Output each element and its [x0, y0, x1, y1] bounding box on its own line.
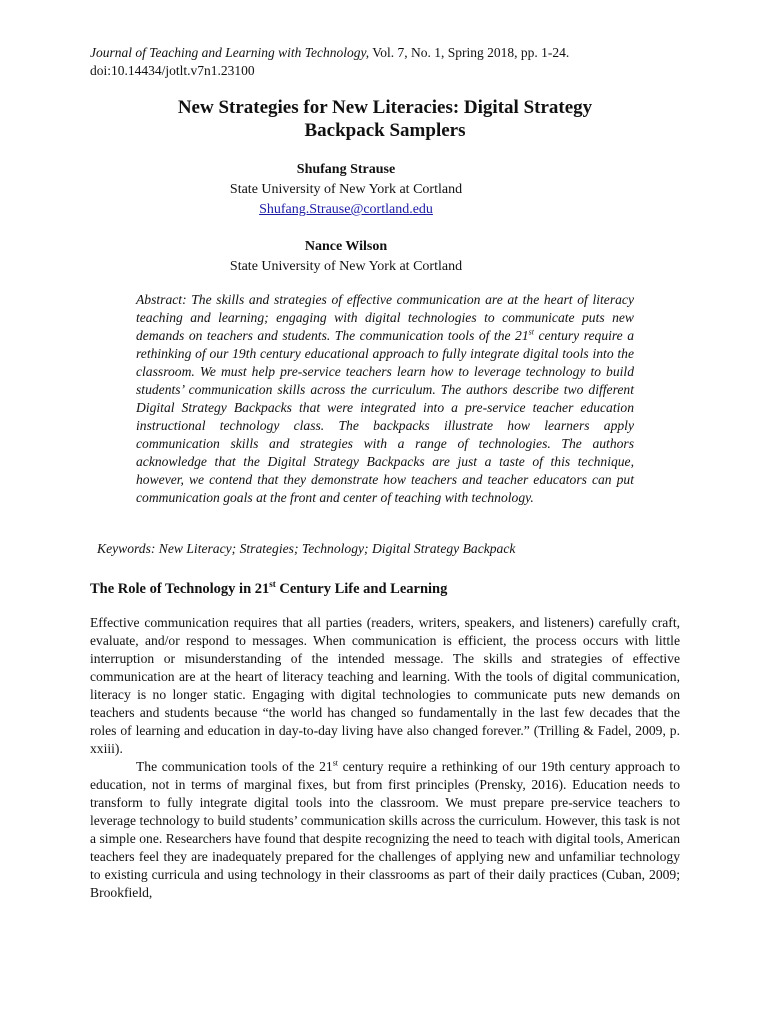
keywords: Keywords: New Literacy; Strategies; Technology; Digital Strategy Backpack [97, 541, 516, 556]
abstract-text: Abstract: The skills and strategies of effective communication are at the heart of literacy teaching and learning; engaging with digital technologies to communicate puts new demands on teachers and students. The communication tools of the 21 [136, 292, 634, 343]
author-name: Shufang Strause [296, 162, 396, 177]
author-affiliation: State University of New York at Cortland [229, 259, 463, 274]
heading-superscript: st [269, 579, 276, 590]
author-name: Nance Wilson [304, 239, 388, 254]
paragraph-1: Effective communication requires that all parties (readers, writers, speakers, and listeners) carefully craft, evaluate, and/or respond to messages. When communication is efficient, the process occurs with little interruption or misunderstanding of the intended message. The skills and strategies of effective communication are at the heart of literacy teaching and learning. With the tools of digital communication, literacy is no longer static. Engaging with digital technologies to communicate puts new demands on teachers and students because “the world has changed so fundamentally in the last few decades that the roles of learning and education in day-to-day living have also changed forever.” (Trilling & Fadel, 2009, p. xxiii). [90, 615, 680, 756]
journal-volume: Vol. 7, No. 1, Spring 2018, pp. 1-24. [369, 45, 570, 60]
abstract-text-continued: century require a rethinking of our 19th century educational approach to fully integrate digital tools into the classroom. We must help pre-service teachers learn how to leverage technology to build students’ communication skills across the curriculum. The authors describe two different Digital Strategy Backpacks that were integrated into a pre-service teacher education instructional technology class. The backpacks illustrate how learners apply communication skills and strategies with a range of technologies. The authors acknowledge that the Digital Strategy Backpacks are just a taste of this technique, however, we contend that they demonstrate how teachers and teacher educators can put communication goals at the front and center of teaching with technology. [136, 328, 634, 505]
paragraph-text: The communication tools of the 21 [136, 759, 333, 774]
title-line-2: Backpack Samplers [304, 120, 466, 141]
body-text [90, 614, 680, 902]
section-heading [90, 579, 690, 599]
author-block-1 [0, 160, 692, 220]
abstract-superscript: st [528, 327, 534, 337]
paragraph-2 [90, 758, 680, 902]
doi-line: doi:10.14434/jotlt.v7n1.23100 [90, 63, 255, 78]
abstract [136, 291, 634, 507]
author-affiliation: State University of New York at Cortland [229, 182, 463, 197]
author-email-link[interactable]: Shufang.Strause@cortland.edu [259, 202, 433, 217]
paragraph-text-continued: century require a rethinking of our 19th century approach to education, not in terms of marginal fixes, but from first principles (Prensky, 2016). Education needs to transform to fully integrate digital tools into the classroom. We must prepare pre-service teachers to leverage technology to build students’ communication skills across the curriculum. However, this task is not a simple one. Researchers have found that despite recognizing the need to teach with digital tools, American teachers feel they are inadequately prepared for the challenges of applying new and unfamiliar technology to existing curricula and using technology in their classrooms as part of their daily practices (Cuban, 2009; Brookfield, [90, 759, 680, 900]
citation-line [90, 44, 569, 62]
journal-header [90, 44, 569, 80]
journal-name: Journal of Teaching and Learning with Technology, [90, 45, 370, 60]
title-line-1: New Strategies for New Literacies: Digital Strategy [177, 97, 593, 118]
article-title [0, 96, 770, 142]
heading-text-continued: Century Life and Learning [275, 581, 448, 597]
heading-text: The Role of Technology in 21 [90, 581, 270, 597]
author-block-2 [0, 237, 692, 277]
paragraph-superscript: st [332, 758, 339, 768]
